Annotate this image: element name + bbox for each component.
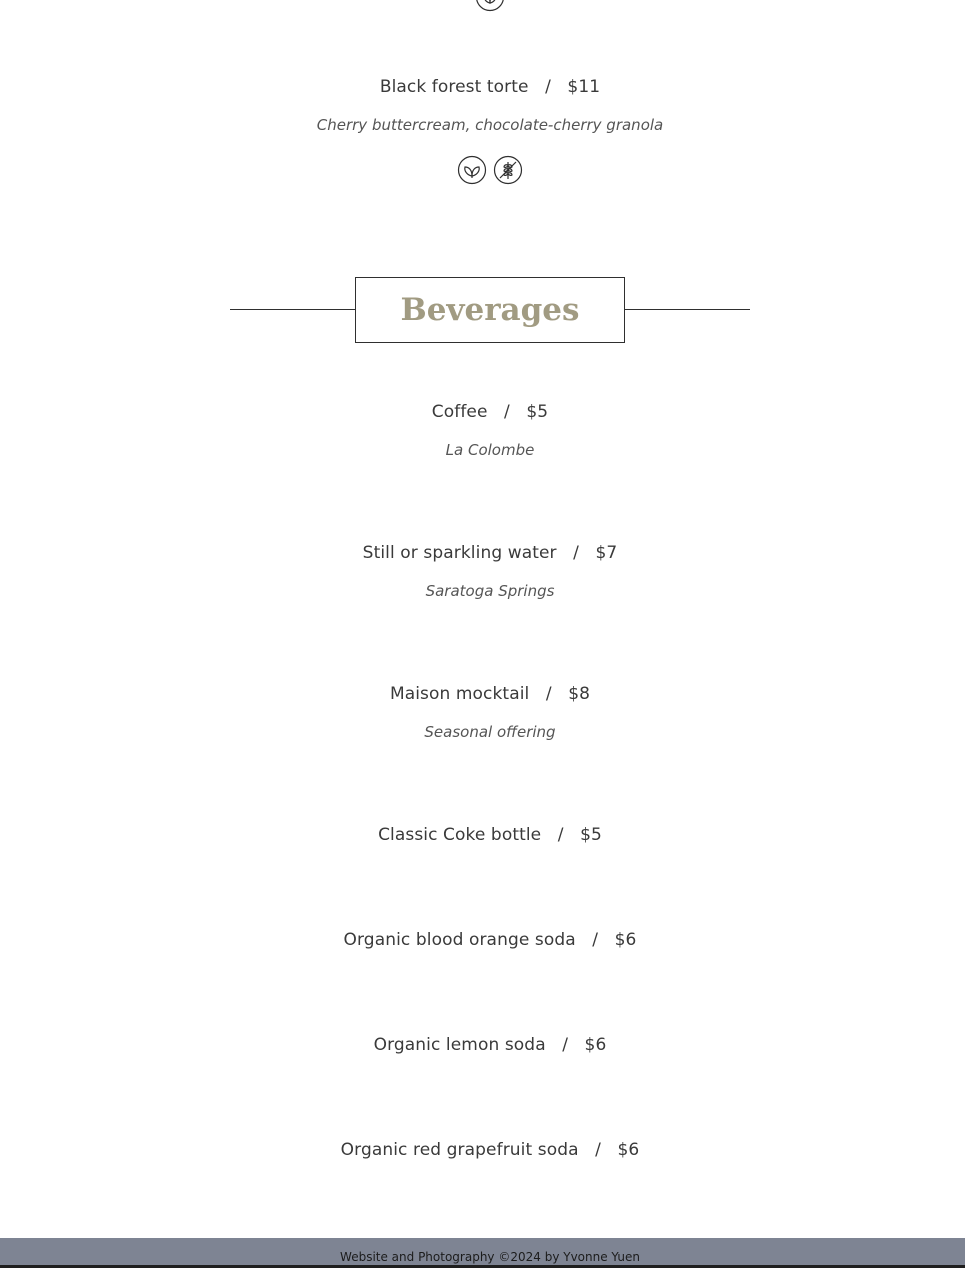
beverage-item-title: Organic blood orange soda / $6 (343, 930, 637, 950)
beverage-item-description: Saratoga Springs (425, 582, 555, 600)
section-heading-box (355, 277, 625, 343)
footer (0, 1238, 965, 1268)
beverage-item-title: Classic Coke bottle / $5 (378, 825, 602, 845)
menu-item-title: Black forest torte / $11 (379, 77, 601, 97)
beverage-item-description: La Colombe (445, 441, 535, 459)
beverage-item-title: Maison mocktail / $8 (389, 684, 591, 704)
footer-credit: Website and Photography ©2024 by Yvonne Yuen (340, 1250, 640, 1264)
section-divider-right (623, 309, 750, 310)
section-divider-left (230, 309, 355, 310)
vegetarian-leaf-icon (475, 0, 505, 12)
beverage-item-title: Coffee / $5 (431, 402, 549, 422)
beverage-item-title: Organic lemon soda / $6 (373, 1035, 607, 1055)
gluten-free-wheat-icon (493, 155, 523, 185)
beverage-item-description: Seasonal offering (424, 723, 556, 741)
vegetarian-leaf-icon (457, 155, 487, 185)
beverage-item-title: Still or sparkling water / $7 (362, 543, 618, 563)
section-heading: Beverages (400, 292, 580, 328)
menu-item-description: Cherry buttercream, chocolate-cherry granola (316, 116, 664, 134)
beverage-item-title: Organic red grapefruit soda / $6 (340, 1140, 640, 1160)
